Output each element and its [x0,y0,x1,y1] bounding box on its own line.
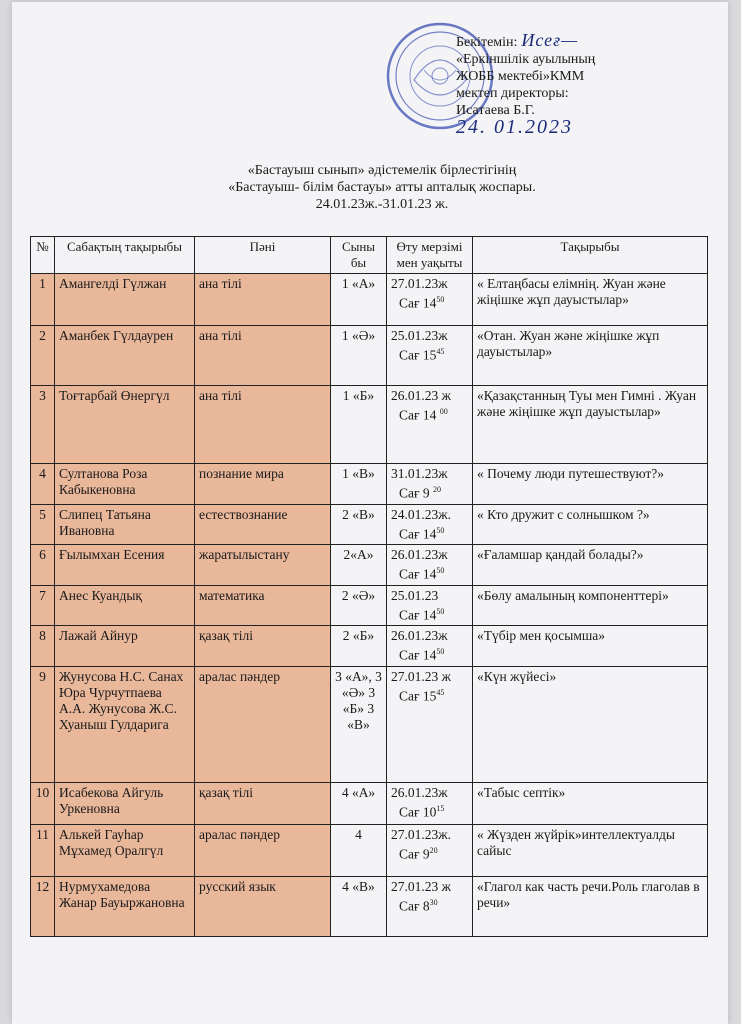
topic-cell: « Жүзден жүйрік»интеллектуалды сайыс [473,824,708,876]
lesson-date: 27.01.23ж. [391,826,451,842]
grade-cell: 1 «А» [331,274,387,326]
grade-cell: 4 «В» [331,876,387,936]
subject-name: қазақ тілі [195,782,331,824]
subject-name: ана тілі [195,326,331,386]
table-row [31,876,708,936]
topic-cell: «Түбір мен қосымша» [473,626,708,667]
lesson-minutes: 50 [436,525,445,535]
lesson-hour: Сағ 14 [399,407,440,423]
title-line-1: «Бастауыш сынып» әдістемелік бірлестігінің [247,163,517,178]
row-number: 2 [31,326,55,386]
approval-position: мектеп директоры: [456,86,569,101]
date-time-cell [387,666,473,782]
table-row [31,326,708,386]
grade-cell: 2«А» [331,545,387,586]
header-lesson-title: Сабақтың тақырыбы [55,237,195,274]
date-time-cell [387,876,473,936]
lesson-time [391,482,468,502]
table-row [31,545,708,586]
lesson-time [391,644,468,664]
document-title [112,162,652,213]
lesson-time [391,843,468,863]
teacher-name: Лажай Айнур [55,626,195,667]
lesson-hour: Сағ 14 [399,566,437,582]
lesson-minutes: 00 [439,407,448,416]
date-time-cell [387,274,473,326]
lesson-minutes: 50 [436,295,445,304]
teacher-name: Жунусова Н.С. Санах Юра Чурчутпаева А.А. Жунусова Ж.С. Хуаныш Гулдарига [55,666,195,782]
header-date-time: Өту мерзімі мен уақыты [387,237,473,274]
teacher-name: Нурмухамедова Жанар Бауыржановна [55,876,195,936]
weekly-plan-table [30,236,708,937]
header-topic: Тақырыбы [473,237,708,274]
date-time-cell [387,386,473,464]
date-time-cell [387,824,473,876]
topic-cell: «Отан. Жуан және жіңішке жұп дауыстылар» [473,326,708,386]
table-row [31,782,708,824]
lesson-date: 27.01.23 ж [391,668,451,684]
date-time-cell [387,326,473,386]
table-row [31,504,708,545]
lesson-minutes: 50 [436,566,445,575]
teacher-name: Алькей Гауһар Мұхамед Оралгүл [55,824,195,876]
lesson-minutes: 30 [429,897,438,907]
table-body [31,274,708,937]
header-subject: Пәні [195,237,331,274]
subject-name: ана тілі [195,386,331,464]
lesson-hour: Сағ 14 [399,607,437,622]
lesson-date: 26.01.23 ж [391,388,451,403]
teacher-name: Слипец Татьяна Ивановна [55,504,195,545]
subject-name: русский язык [195,876,331,936]
row-number: 12 [31,876,55,936]
subject-name: қазақ тілі [195,626,331,667]
approval-date: 24. 01.2023 [456,116,573,138]
lesson-date: 25.01.23 [391,587,439,603]
row-number: 11 [31,824,55,876]
date-time-cell [387,504,473,545]
topic-cell: «Глагол как часть речи.Роль глаголав в речи» [473,876,708,936]
teacher-name: Ғылымхан Есения [55,545,195,586]
topic-cell: «Бөлу амалының компоненттері» [473,585,708,626]
date-time-cell [387,545,473,586]
lesson-hour: Сағ 8 [399,898,430,913]
lesson-minutes: 50 [436,606,445,616]
subject-name: математика [195,585,331,626]
date-time-cell [387,782,473,824]
approval-block [456,32,706,136]
lesson-date: 27.01.23 ж [391,878,451,894]
lesson-time [391,523,468,543]
subject-name: естествознание [195,504,331,545]
lesson-time [391,404,468,424]
lesson-hour: Сағ 10 [399,804,437,819]
teacher-name: Аманбек Гүлдаурен [55,326,195,386]
lesson-minutes: 20 [429,845,438,855]
lesson-hour: Сағ 15 [399,688,437,703]
signature-icon: Исеғ— [521,30,579,50]
lesson-hour: Сағ 14 [399,295,437,311]
lesson-date: 25.01.23ж [391,328,448,343]
topic-cell: « Кто дружит с солнышком ?» [473,504,708,545]
grade-cell: 1 «Б» [331,386,387,464]
header-grade: Сыны бы [331,237,387,274]
lesson-time [391,344,468,364]
topic-cell: «Табыс септік» [473,782,708,824]
header-num: № [31,237,55,274]
lesson-time [391,685,468,705]
grade-cell: 2 «Ә» [331,585,387,626]
row-number: 1 [31,274,55,326]
grade-cell: 2 «В» [331,504,387,545]
date-time-cell [387,464,473,505]
grade-cell: 2 «Б» [331,626,387,667]
topic-cell: « Елтаңбасы елімнің. Жуан және жіңішке жұп дауыстылар» [473,274,708,326]
row-number: 7 [31,585,55,626]
row-number: 3 [31,386,55,464]
approval-school-name: ЖОББ мектебі»КММ [456,69,585,84]
teacher-name: Тоғтарбай Өнергүл [55,386,195,464]
date-time-cell [387,585,473,626]
row-number: 4 [31,464,55,505]
lesson-date: 27.01.23ж [391,276,448,291]
lesson-hour: Сағ 14 [399,526,437,541]
grade-cell: 1 «В» [331,464,387,505]
table-row [31,626,708,667]
row-number: 8 [31,626,55,667]
teacher-name: Амангелді Гүлжан [55,274,195,326]
lesson-date: 26.01.23ж [391,547,448,562]
lesson-time [391,604,468,624]
grade-cell: 1 «Ә» [331,326,387,386]
grade-cell: 3 «А», 3 «Ә» 3 «Б» 3 «В» [331,666,387,782]
lesson-minutes: 45 [436,687,445,697]
subject-name: аралас пәндер [195,666,331,782]
subject-name: познание мира [195,464,331,505]
approval-label: Бекітемін: Исеғ— [456,30,579,50]
teacher-name: Исабекова Айгуль Уркеновна [55,782,195,824]
teacher-name: Султанова Роза Кабыкеновна [55,464,195,505]
table-row [31,464,708,505]
lesson-hour: Сағ 15 [399,347,437,363]
topic-cell: «Күн жүйесі» [473,666,708,782]
grade-cell: 4 «А» [331,782,387,824]
topic-cell: « Почему люди путешествуют?» [473,464,708,505]
subject-name: жаратылыстану [195,545,331,586]
approval-school-line: «Еркіншілік ауылының [456,52,596,67]
topic-cell: «Қазақстанның Туы мен Гимні . Жуан және жіңішке жұп дауыстылар» [473,386,708,464]
lesson-hour: Сағ 9 [399,846,430,861]
lesson-date: 31.01.23ж [391,466,448,481]
lesson-hour: Сағ 14 [399,647,437,663]
table-row [31,274,708,326]
row-number: 10 [31,782,55,824]
approval-director-name: Исатаева Б.Г. [456,103,535,118]
subject-name: ана тілі [195,274,331,326]
grade-cell: 4 [331,824,387,876]
lesson-hour: Сағ 9 [399,485,434,501]
lesson-minutes: 15 [436,803,445,813]
subject-name: аралас пәндер [195,824,331,876]
title-line-3: 24.01.23ж.-31.01.23 ж. [315,197,449,212]
title-line-2: «Бастауыш- білім бастауы» атты апталық жоспары. [228,180,536,195]
table-row [31,824,708,876]
table-row [31,666,708,782]
row-number: 9 [31,666,55,782]
table-row [31,386,708,464]
lesson-date: 26.01.23ж [391,784,448,800]
lesson-minutes: 20 [433,485,442,494]
row-number: 5 [31,504,55,545]
teacher-name: Анес Куандық [55,585,195,626]
lesson-minutes: 50 [436,647,445,656]
lesson-time [391,895,468,915]
lesson-time [391,563,468,583]
lesson-date: 26.01.23ж [391,628,448,643]
lesson-date: 24.01.23ж. [391,506,451,522]
date-time-cell [387,626,473,667]
lesson-time [391,292,468,312]
lesson-time [391,801,468,821]
table-header-row [31,237,708,274]
lesson-minutes: 45 [436,347,445,356]
table-row [31,585,708,626]
row-number: 6 [31,545,55,586]
topic-cell: «Ғаламшар қандай болады?» [473,545,708,586]
